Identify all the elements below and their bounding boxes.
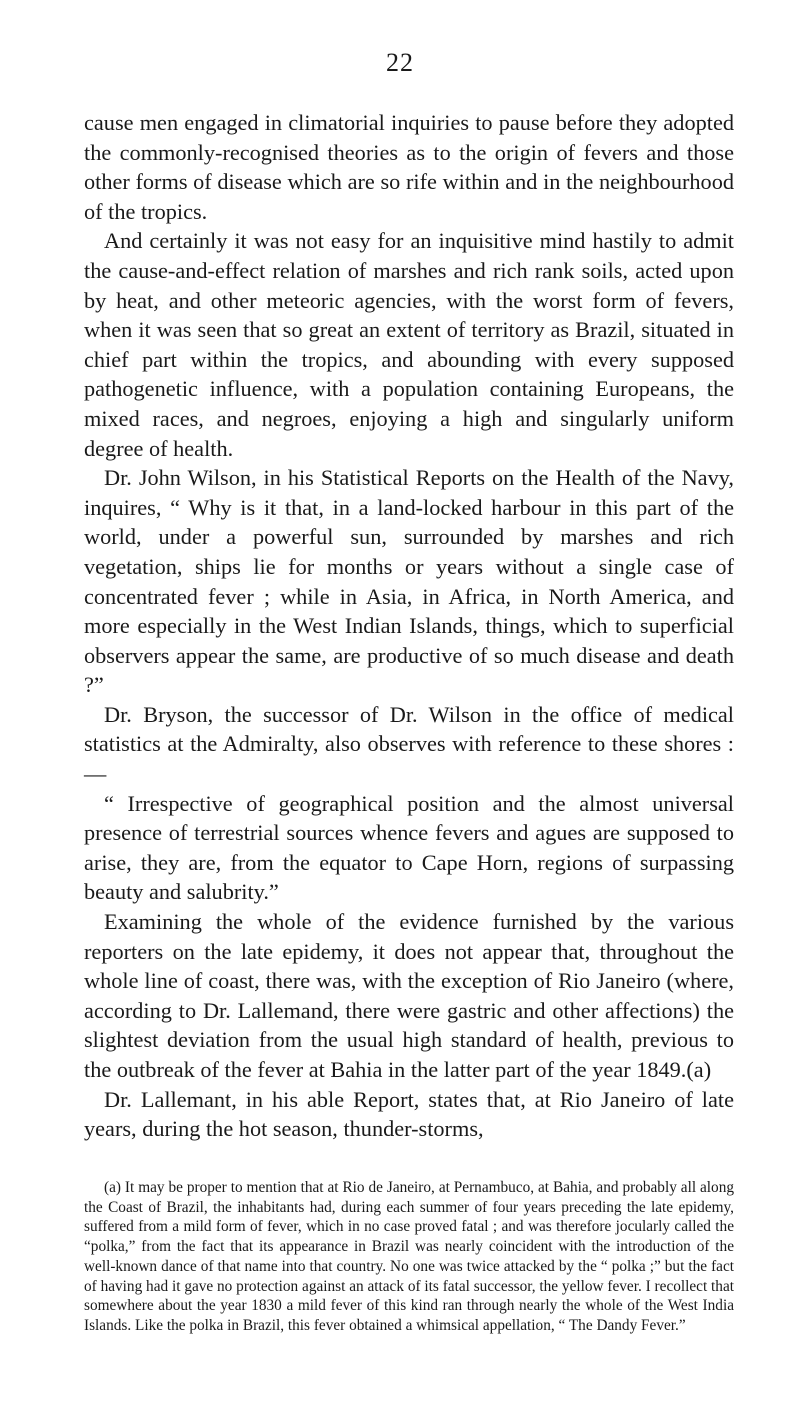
paragraph: And certainly it was not easy for an inquisitive mind hastily to admit the cause-and-effect relation of marshes and rich rank soils, acted upon by heat, and other meteoric agencies, with the worst form of fevers, when it was seen that so great an extent of territory as Brazil, situated in chief part within the tropics, and abounding with every supposed pathogenetic influence, with a population containing Europeans, the mixed races, and negroes, enjoying a high and singularly uniform degree of health. (84, 228, 734, 461)
body-text (84, 108, 734, 1144)
page-number: 22 (386, 48, 414, 77)
footnote: (a) It may be proper to mention that at Rio de Janeiro, at Pernambuco, at Bahia, and probably all along the Coast of Brazil, the inhabitants had, during each summer of four years preceding the late epidemy, suffered from a mild form of fever, which in no case proved fatal ; and was therefore jocularly called the “polka,” from the fact that its appearance in Brazil was nearly coincident with the introduction of the well-known dance of that name into that country. No one was twice attacked by the “ polka ;” but the fact of having had it gave no protection against an attack of its fatal successor, the yellow fever. I recollect that somewhere about the year 1830 a mild fever of this kind ran through nearly the whole of the West India Islands. Like the polka in Brazil, this fever obtained a whimsical appellation, “ The Dandy Fever.” (84, 1179, 734, 1334)
quote-paragraph: “ Irrespective of geographical position and the almost universal presence of terrestrial sources whence fevers and agues are supposed to arise, they are, from the equator to Cape Horn, regions of surpassing beauty and salubrity.” (84, 790, 734, 905)
paragraph: Examining the whole of the evidence furnished by the various reporters on the late epidemy, it does not appear that, throughout the whole line of coast, there was, with the exception of Rio Janeiro (where, according to Dr. Lallemand, there were gastric and other affections) the slightest deviation from the usual high standard of health, previous to the outbreak of the fever at Bahia in the latter part of the year 1849.(a) (84, 909, 734, 1082)
paragraph: Dr. Bryson, the successor of Dr. Wilson in the office of medical statistics at the Admiralty, also observes with reference to these shores : — (84, 701, 734, 787)
paragraph: Dr. John Wilson, in his Statistical Reports on the Health of the Navy, inquires, “ Why is it that, in a land-locked harbour in this part of the world, under a powerful sun, surrounded by marshes and rich vegetation, ships lie for months or years without a single case of concentrated fever ; while in Asia, in Africa, in North America, and more especially in the West Indian Islands, things, which to superficial observers appear the same, are productive of so much disease and death ?” (84, 465, 734, 698)
paragraph: Dr. Lallemant, in his able Report, states that, at Rio Janeiro of late years, during the hot season, thunder-storms, (84, 1086, 734, 1142)
paragraph: cause men engaged in climatorial inquiries to pause before they adopted the commonly-recognised theories as to the origin of fevers and those other forms of disease which are so rife within and in the neighbourhood of the tropics. (84, 110, 734, 224)
